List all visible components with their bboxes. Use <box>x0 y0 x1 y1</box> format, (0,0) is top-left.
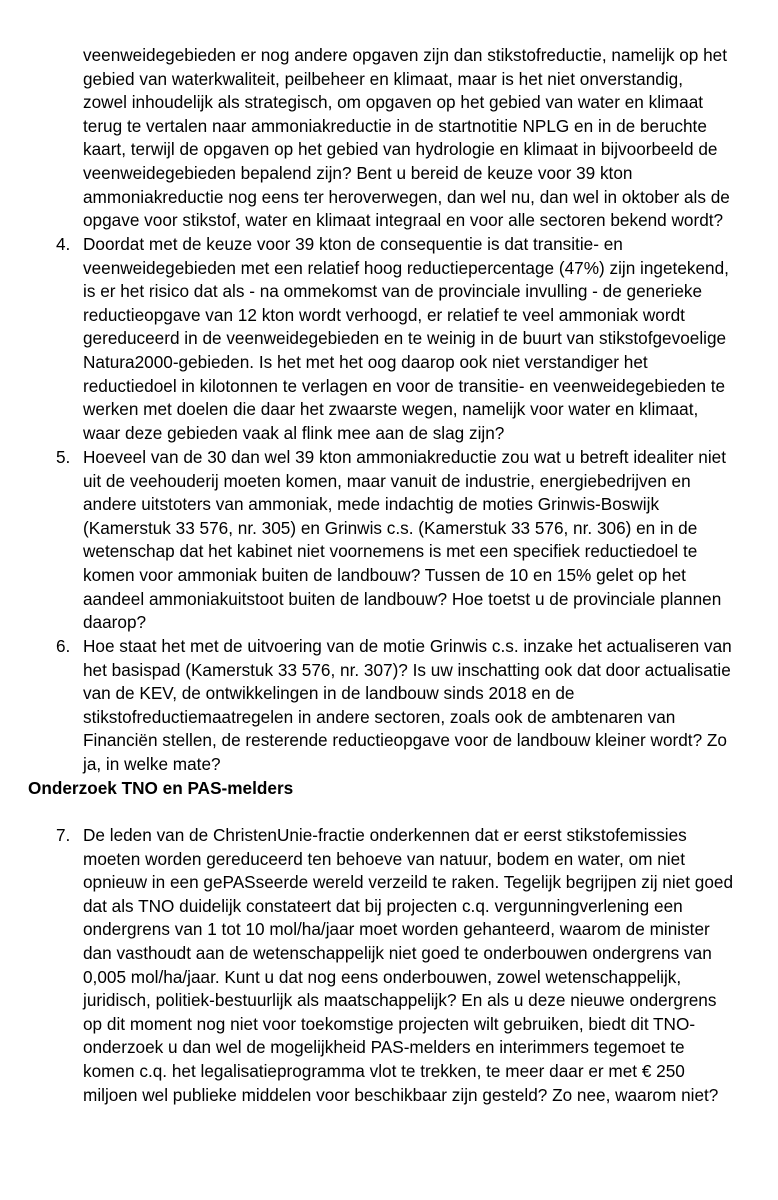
text-line: veenweidegebieden bepalend zijn? Bent u bereid de keuze voor 39 kton <box>83 162 633 183</box>
paragraph-text <box>83 635 773 777</box>
paragraph-text <box>83 824 773 1107</box>
text-line: opgave voor stikstof, water en klimaat integraal en voor alle sectoren bekend wordt? <box>83 210 724 231</box>
text-line: reductieopgave van 12 kton wordt verhoogd, er relatief te veel ammoniak wordt <box>83 304 685 325</box>
text-line: is er het risico dat als - na ommekomst van de provinciale invulling - de generieke <box>83 281 703 302</box>
text-line: aandeel ammoniakuitstoot buiten de landbouw? Hoe toetst u de provinciale plannen <box>83 588 722 609</box>
question-number: 4. <box>56 234 71 254</box>
text-line: ondergrens van 1 tot 10 mol/ha/jaar moet worden gehanteerd, waarom de minister <box>83 919 710 940</box>
text-line: Hoe staat het met de uitvoering van de motie Grinwis c.s. inzake het actualiseren van <box>83 636 732 656</box>
text-line: gereduceerd in de veenweidegebieden en te weinig in de buurt van stikstofgevoelige <box>83 328 727 349</box>
text-line: zowel inhoudelijk als strategisch, om opgaven op het gebied van water en klimaat <box>83 92 704 113</box>
text-line: juridisch, politiek-bestuurlijk als maatschappelijk? En als u deze nieuwe ondergrens <box>83 990 717 1011</box>
text-line: van de KEV, de ontwikkelingen in de landbouw sinds 2018 en de <box>83 683 575 704</box>
text-line: kaart, terwijl de opgaven op het gebied van hydrologie en klimaat in bijvoorbeeld de <box>83 139 718 160</box>
text-line: moeten worden gereduceerd ten behoeve van natuur, bodem en water, om niet <box>83 848 685 869</box>
text-line: werken met doelen die daar het zwaarste wegen, namelijk voor water en klimaat, <box>83 399 699 420</box>
text-line: Hoeveel van de 30 dan wel 39 kton ammoniakreductie zou wat u betreft idealiter niet <box>83 447 727 467</box>
text-line: Natura2000-gebieden. Is het met het oog daarop ook niet verstandiger het <box>83 351 648 372</box>
text-line: terug te vertalen naar ammoniakreductie in de startnotitie NPLG en in de beruchte <box>83 115 707 136</box>
text-line: op dit moment nog niet voor toekomstige projecten wilt gebruiken, biedt dit TNO- <box>83 1013 696 1034</box>
text-line: De leden van de ChristenUnie-fractie onderkennen dat er eerst stikstofemissies <box>83 825 687 845</box>
text-line: gebied van waterkwaliteit, peilbeheer en klimaat, maar is het niet onverstandig, <box>83 68 683 89</box>
text-line: andere uitstoters van ammoniak, mede indachtig de moties Grinwis-Boswijk <box>83 494 660 515</box>
question-number: 6. <box>56 636 71 656</box>
text-line: opnieuw in een gePASseerde wereld verzeild te raken. Tegelijk begrijpen zij niet goed <box>83 872 734 893</box>
paragraph-text <box>83 233 773 445</box>
text-line: Financiën stellen, de resterende reductieopgave voor de landbouw kleiner wordt? Zo <box>83 730 727 751</box>
paragraph-text <box>83 446 773 635</box>
text-line: uit de veehouderij moeten komen, maar vanuit de industrie, energiebedrijven en <box>83 470 691 491</box>
text-line: daarop? <box>83 612 147 633</box>
section-heading: Onderzoek TNO en PAS-melders <box>28 778 294 798</box>
text-line: onderzoek u dan wel de mogelijkheid PAS-melders en interimmers tegemoet te <box>83 1037 685 1058</box>
paragraph-text <box>83 44 773 233</box>
text-line: dat als TNO duidelijk constateert dat bij projecten c.q. vergunningverlening een <box>83 895 683 916</box>
text-line: miljoen wel publieke middelen voor beschikbaar zijn gesteld? Zo nee, waarom niet? <box>83 1084 719 1105</box>
text-line: waar deze gebieden vaak al flink mee aan de slag zijn? <box>83 422 505 443</box>
question-number: 7. <box>56 825 71 845</box>
text-line: (Kamerstuk 33 576, nr. 305) en Grinwis c.s. (Kamerstuk 33 576, nr. 306) en in de <box>83 517 698 538</box>
text-line: wetenschap dat het kabinet niet voornemens is met een specifiek reductiedoel te <box>83 541 698 562</box>
text-line: ja, in welke mate? <box>83 753 221 774</box>
question-number: 5. <box>56 447 71 467</box>
text-line: veenweidegebieden er nog andere opgaven zijn dan stikstofreductie, namelijk op het <box>83 45 728 65</box>
text-line: reductiedoel in kilotonnen te verlagen en voor de transitie- en veenweidegebieden te <box>83 375 726 396</box>
text-line: het basispad (Kamerstuk 33 576, nr. 307)? Is uw inschatting ook dat door actualisatie <box>83 659 731 680</box>
text-line: ammoniakreductie nog eens ter heroverwegen, dan wel nu, dan wel in oktober als de <box>83 186 730 207</box>
text-line: veenweidegebieden met een relatief hoog reductiepercentage (47%) zijn ingetekend, <box>83 257 729 278</box>
text-line: stikstofreductiemaatregelen in andere sectoren, zoals ook de ambtenaren van <box>83 706 676 727</box>
text-line: komen voor ammoniak buiten de landbouw? Tussen de 10 en 15% gelet op het <box>83 564 686 585</box>
text-line: komen c.q. het legalisatieprogramma vlot te trekken, te meer daar er met € 250 <box>83 1060 685 1081</box>
text-line: dan vasthoudt aan de wetenschappelijk niet goed te onderbouwen ondergrens van <box>83 942 712 963</box>
text-line: Doordat met de keuze voor 39 kton de consequentie is dat transitie- en <box>83 234 623 254</box>
text-line: 0,005 mol/ha/jaar. Kunt u dat nog eens onderbouwen, zowel wetenschappelijk, <box>83 966 682 987</box>
